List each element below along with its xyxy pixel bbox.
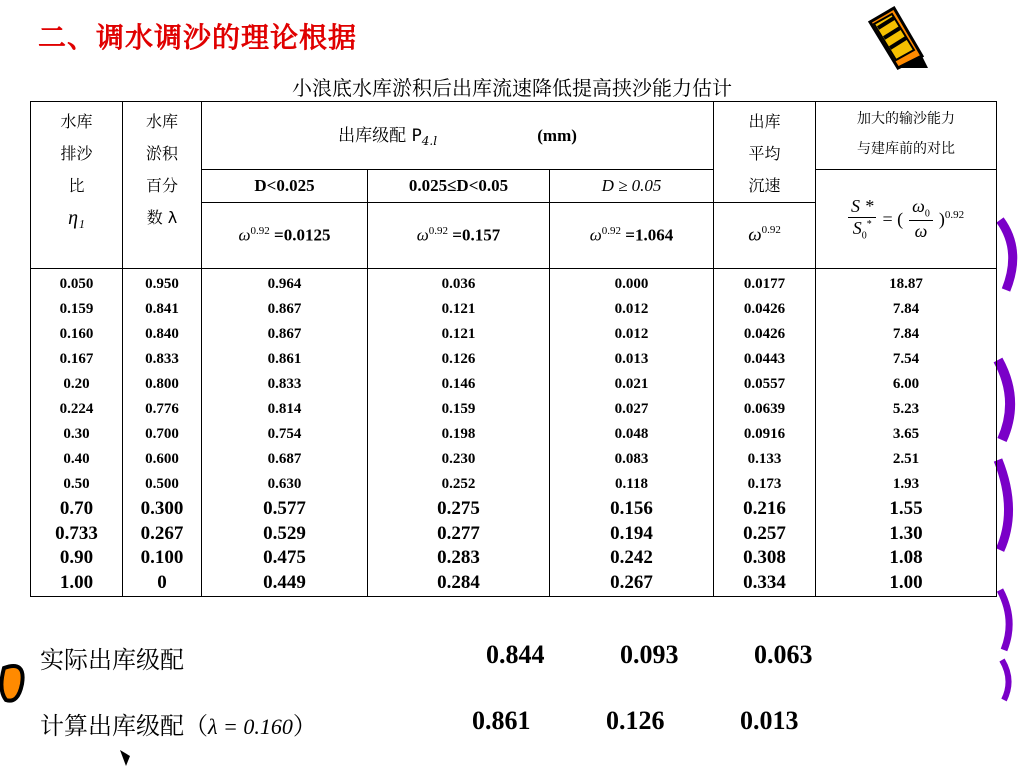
header-avg-settling-speed: 出库 平均 沉速 xyxy=(714,102,816,203)
table-cell: 0.160 xyxy=(59,326,94,342)
table-cell: 1.30 xyxy=(889,522,923,544)
actual-value-1: 0.844 xyxy=(486,640,545,669)
black-mark-decoration-icon xyxy=(118,748,134,768)
table-cell: 0.118 xyxy=(615,476,648,492)
table-cell: 0.500 xyxy=(145,476,179,492)
table-cell: 0.70 xyxy=(59,498,94,519)
table-cell: 0 xyxy=(157,571,167,593)
table-cell: 0.252 xyxy=(441,476,476,492)
table-cell: 0.577 xyxy=(263,498,306,519)
table-cell: 0.334 xyxy=(743,571,786,593)
table-cell: 0.194 xyxy=(610,522,653,544)
table-cell: 1.55 xyxy=(889,498,923,519)
table-cell: 0.0177 xyxy=(743,276,786,292)
table-cell: 0.833 xyxy=(267,376,302,392)
table-cell: 0.833 xyxy=(145,351,179,367)
table-cell: 0.630 xyxy=(267,476,302,492)
table-cell: 0.275 xyxy=(437,498,480,519)
table-cell: 0.449 xyxy=(263,571,306,593)
table-cell: 0.0916 xyxy=(743,426,786,442)
table-cell: 0.841 xyxy=(145,301,179,317)
table-cell: 7.54 xyxy=(892,351,920,367)
table-cell: 0.475 xyxy=(263,547,306,568)
column-deposit-percent xyxy=(123,269,202,597)
computed-gradation-label: 计算出库级配（λ = 0.160） xyxy=(40,712,317,740)
column-d-mid xyxy=(368,269,550,597)
table-cell: 0.529 xyxy=(263,522,306,544)
orange-mark-decoration-icon xyxy=(0,660,30,710)
table-cell: 0.121 xyxy=(441,326,476,342)
omega-small: $\omega^{0.92} =0.0125$ xyxy=(202,203,368,269)
table-cell: 0.159 xyxy=(441,401,476,417)
table-cell: 1.00 xyxy=(889,571,923,593)
column-d-large xyxy=(550,269,714,597)
estimate-table xyxy=(30,101,997,597)
table-cell: 0.90 xyxy=(59,547,94,568)
table-cell: 0.156 xyxy=(610,498,653,519)
data-body xyxy=(31,269,997,597)
column-capacity-ratio xyxy=(816,269,997,597)
table-cell: 0.050 xyxy=(59,276,94,292)
header-outflow-ratio: 水库 排沙 比 η₁ xyxy=(31,102,123,269)
table-cell: 2.51 xyxy=(892,451,920,467)
table-cell: 0.100 xyxy=(140,547,184,568)
table-cell: 0.0426 xyxy=(743,326,786,342)
table-cell: 0.700 xyxy=(145,426,179,442)
computed-value-3: 0.013 xyxy=(740,706,799,735)
table-cell: 0.159 xyxy=(59,301,94,317)
table-cell: 0.216 xyxy=(743,498,786,519)
header-gradation-group: 出库级配 $P_{4.l}$ (mm) xyxy=(202,102,714,170)
table-cell: 0.754 xyxy=(267,426,302,442)
pencil-decoration-icon xyxy=(864,4,944,70)
table-cell: 0.861 xyxy=(267,351,302,367)
table-cell: 0.0426 xyxy=(743,301,786,317)
table-cell: 0.687 xyxy=(267,451,302,467)
slide-title: 二、调水调沙的理论根据 xyxy=(38,21,358,54)
column-settling-speed xyxy=(714,269,816,597)
table-cell: 0.40 xyxy=(63,451,90,467)
table-cell: 0.776 xyxy=(145,401,179,417)
table-cell: 0.000 xyxy=(614,276,649,292)
table-cell: 0.950 xyxy=(145,276,179,292)
actual-value-2: 0.093 xyxy=(620,640,679,669)
table-cell: 0.600 xyxy=(145,451,179,467)
table-cell: 0.867 xyxy=(267,301,302,317)
table-cell: 0.284 xyxy=(437,571,480,593)
table-cell: 0.840 xyxy=(145,326,179,342)
table-cell: 1.93 xyxy=(892,476,920,492)
table-cell: 0.20 xyxy=(63,376,90,392)
table-cell: 7.84 xyxy=(892,326,920,342)
table-cell: 0.027 xyxy=(614,401,649,417)
table-cell: 0.30 xyxy=(63,426,90,442)
table-cell: 0.0443 xyxy=(743,351,786,367)
table-cell: 0.0639 xyxy=(743,401,786,417)
table-cell: 0.733 xyxy=(55,522,98,544)
table-cell: 3.65 xyxy=(892,426,920,442)
table-cell: 18.87 xyxy=(889,276,923,292)
table-cell: 0.267 xyxy=(610,571,653,593)
table-cell: 0.50 xyxy=(63,476,90,492)
table-cell: 0.224 xyxy=(59,401,94,417)
table-cell: 0.300 xyxy=(140,498,184,519)
table-cell: 0.012 xyxy=(614,301,649,317)
formula-cell xyxy=(816,170,997,269)
table-cell: 0.083 xyxy=(614,451,649,467)
table-cell: 0.121 xyxy=(441,301,476,317)
table-cell: 0.814 xyxy=(267,401,302,417)
table-cell: 0.013 xyxy=(614,351,649,367)
actual-value-3: 0.063 xyxy=(754,640,813,669)
header-capacity-ratio: 加大的输沙能力 与建库前的对比 xyxy=(816,102,997,170)
table-cell: 0.048 xyxy=(614,426,649,442)
table-cell: 0.021 xyxy=(614,376,649,392)
table-cell: 0.198 xyxy=(441,426,476,442)
table-cell: 7.84 xyxy=(892,301,920,317)
omega-large: $\omega^{0.92} =1.064$ xyxy=(550,203,714,269)
table-cell: 0.133 xyxy=(747,451,782,467)
table-cell: 1.00 xyxy=(59,571,94,593)
table-cell: 0.800 xyxy=(145,376,179,392)
table-cell: 0.242 xyxy=(610,547,653,568)
table-cell: 5.23 xyxy=(892,401,920,417)
table-cell: 0.267 xyxy=(140,522,184,544)
actual-gradation-label: 实际出库级配 xyxy=(40,646,184,674)
table-cell: 0.167 xyxy=(59,351,94,367)
table-cell: 1.08 xyxy=(889,547,923,568)
table-cell: 0.277 xyxy=(437,522,480,544)
header-d-small: D<0.025 xyxy=(202,170,368,203)
table-cell: 0.964 xyxy=(267,276,302,292)
header-deposit-percent: 水库 淤积 百分 数 λ xyxy=(123,102,202,269)
header-d-large: D ≥ 0.05 xyxy=(550,170,714,203)
table-cell: 0.036 xyxy=(441,276,476,292)
table-cell: 0.257 xyxy=(743,522,786,544)
table-cell: 0.308 xyxy=(743,547,786,568)
table-cell: 0.283 xyxy=(437,547,480,568)
column-d-small xyxy=(202,269,368,597)
computed-value-1: 0.861 xyxy=(472,706,531,735)
table-cell: 0.0557 xyxy=(743,376,786,392)
omega-mid: $\omega^{0.92} =0.157$ xyxy=(368,203,550,269)
formula: $\frac{S *}{S_0^*}$ = ( $\omega_0$ ω )$^{0.92}$ xyxy=(848,196,964,242)
header-d-mid: 0.025≤D<0.05 xyxy=(368,170,550,203)
table-cell: 0.173 xyxy=(747,476,782,492)
table-title: 小浪底水库淤积后出库流速降低提高挟沙能力估计 xyxy=(292,76,732,100)
table-cell: 6.00 xyxy=(892,376,920,392)
table-cell: 0.146 xyxy=(441,376,476,392)
computed-value-2: 0.126 xyxy=(606,706,665,735)
table-cell: 0.126 xyxy=(441,351,476,367)
column-outflow-ratio xyxy=(31,269,123,597)
table-cell: 0.230 xyxy=(441,451,476,467)
table-cell: 0.867 xyxy=(267,326,302,342)
omega-avg: $\omega^{0.92}$ xyxy=(714,203,816,269)
table-cell: 0.012 xyxy=(614,326,649,342)
